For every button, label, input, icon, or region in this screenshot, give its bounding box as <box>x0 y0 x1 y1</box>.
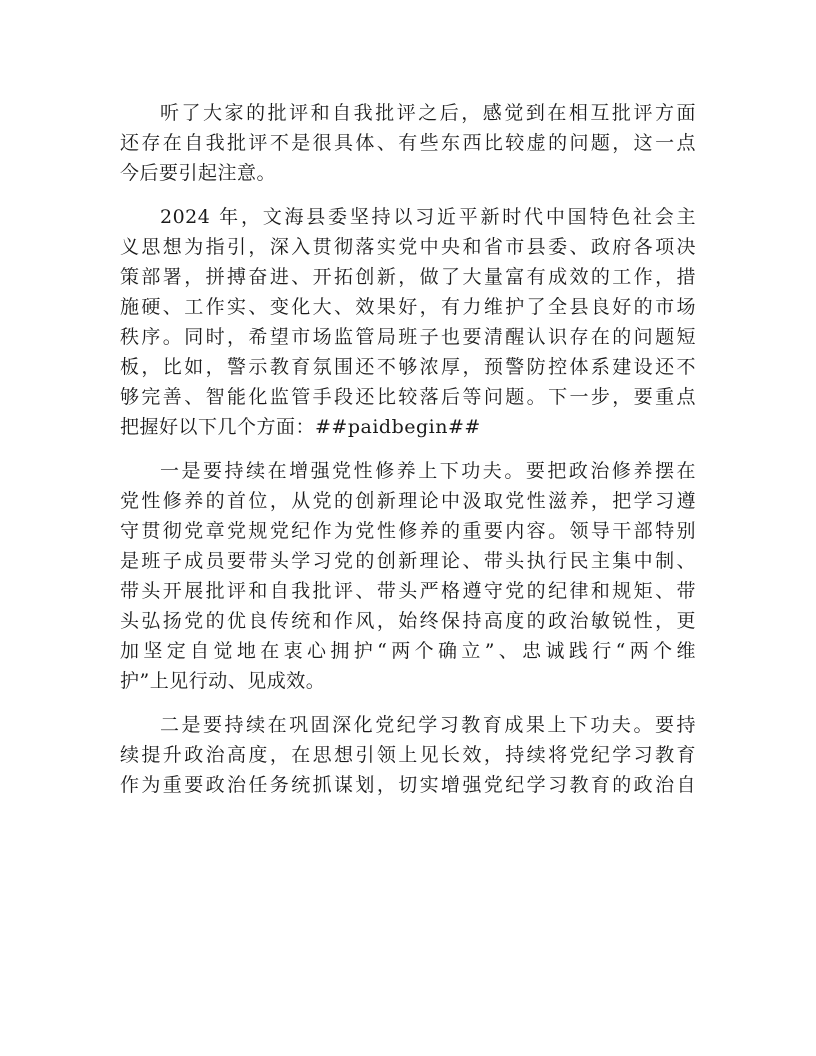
text-line: 续提升政治高度，在思想引领上见长效，持续将党纪学习教育 <box>120 744 696 766</box>
text-line: 2024 年，文海县委坚持以习近平新时代中国特色社会主 <box>160 206 696 228</box>
text-line: 施硬、工作实、变化大、效果好，有力维护了全县良好的市场 <box>120 296 696 318</box>
paragraph <box>120 98 696 188</box>
text-line: 加坚定自觉地在衷心拥护“两个确立”、忠诚践行“两个维 <box>120 640 696 662</box>
text-line: 策部署，拼搏奋进、开拓创新，做了大量富有成效的工作，措 <box>120 266 696 288</box>
text-line: 一是要持续在增强党性修养上下功夫。要把政治修养摆在 <box>160 460 696 482</box>
text-line: 二是要持续在巩固深化党纪学习教育成果上下功夫。要持 <box>160 714 696 736</box>
text-line: 够完善、智能化监管手段还比较落后等问题。下一步，要重点 <box>120 386 696 408</box>
text-line: 还存在自我批评不是很具体、有些东西比较虚的问题，这一点 <box>120 132 696 154</box>
text-line: 义思想为指引，深入贯彻落实党中央和省市县委、政府各项决 <box>120 236 696 258</box>
text-line: 是班子成员要带头学习党的创新理论、带头执行民主集中制、 <box>120 550 696 572</box>
text-line: 带头开展批评和自我批评、带头严格遵守党的纪律和规矩、带 <box>120 580 696 602</box>
paragraph <box>120 202 696 442</box>
document-body <box>120 98 696 814</box>
text-line: 党性修养的首位，从党的创新理论中汲取党性滋养，把学习遵 <box>120 490 696 512</box>
paragraph <box>120 710 696 800</box>
text-line: 听了大家的批评和自我批评之后，感觉到在相互批评方面 <box>160 102 696 124</box>
paragraph <box>120 456 696 696</box>
text-line: 今后要引起注意。 <box>120 162 277 184</box>
text-line: 秩序。同时，希望市场监管局班子也要清醒认识存在的问题短 <box>120 326 696 348</box>
text-line: 头弘扬党的优良传统和作风，始终保持高度的政治敏锐性，更 <box>120 610 696 632</box>
text-line: 守贯彻党章党规党纪作为党性修养的重要内容。领导干部特别 <box>120 520 696 542</box>
text-line: 作为重要政治任务统抓谋划，切实增强党纪学习教育的政治自 <box>120 774 696 796</box>
text-line: 护”上见行动、见成效。 <box>120 670 326 692</box>
text-line: 板，比如，警示教育氛围还不够浓厚，预警防控体系建设还不 <box>120 356 696 378</box>
text-line: 把握好以下几个方面：##paidbegin## <box>120 416 481 438</box>
